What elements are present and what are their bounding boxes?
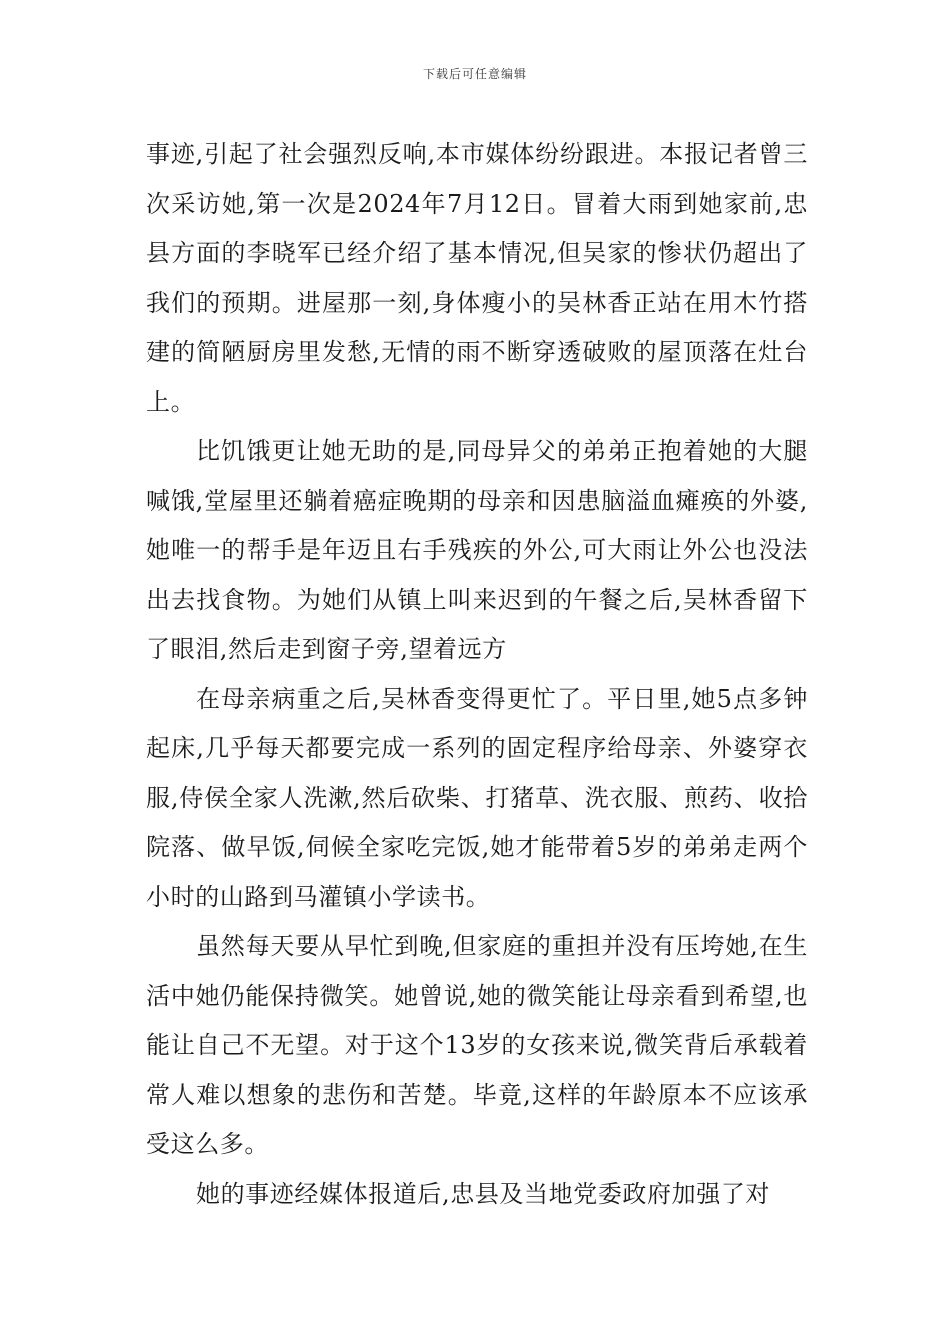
paragraph-2: 比饥饿更让她无助的是,同母异父的弟弟正抱着她的大腿喊饿,堂屋里还躺着癌症晚期的母亲和因患脑溢血瘫痪的外婆,她唯一的帮手是年迈且右手残疾的外公,可大雨让外公也没法出去找食物。为她们从镇上叫来迟到的午餐之后,吴林香留下了眼泪,然后走到窗子旁,望着远方 — [146, 437, 808, 663]
paragraph-5: 她的事迹经媒体报道后,忠县及当地党委政府加强了对 — [196, 1179, 771, 1208]
page-header: 下载后可任意编辑 — [422, 67, 527, 81]
paragraph-1: 事迹,引起了社会强烈反响,本市媒体纷纷跟进。本报记者曾三次采访她,第一次是2024年7月12日。冒着大雨到她家前,忠县方面的李晓军已经介绍了基本情况,但吴家的惨状仍超出了我们的预期。进屋那一刻,身体瘦小的吴林香正站在用木竹搭建的简陋厨房里发愁,无情的雨不断穿透破败的屋顶落在灶台上。 — [146, 140, 808, 416]
paragraph-4: 虽然每天要从早忙到晚,但家庭的重担并没有压垮她,在生活中她仍能保持微笑。她曾说,她的微笑能让母亲看到希望,也能让自己不无望。对于这个13岁的女孩来说,微笑背后承载着常人难以想象的悲伤和苦楚。毕竟,这样的年龄原本不应该承受这么多。 — [146, 932, 808, 1158]
document-body — [146, 130, 808, 1219]
paragraph-3: 在母亲病重之后,吴林香变得更忙了。平日里,她5点多钟起床,几乎每天都要完成一系列的固定程序给母亲、外婆穿衣服,侍侯全家人洗漱,然后砍柴、打猪草、洗衣服、煎药、收拾院落、做早饭,伺候全家吃完饭,她才能带着5岁的弟弟走两个小时的山路到马灌镇小学读书。 — [146, 684, 808, 911]
